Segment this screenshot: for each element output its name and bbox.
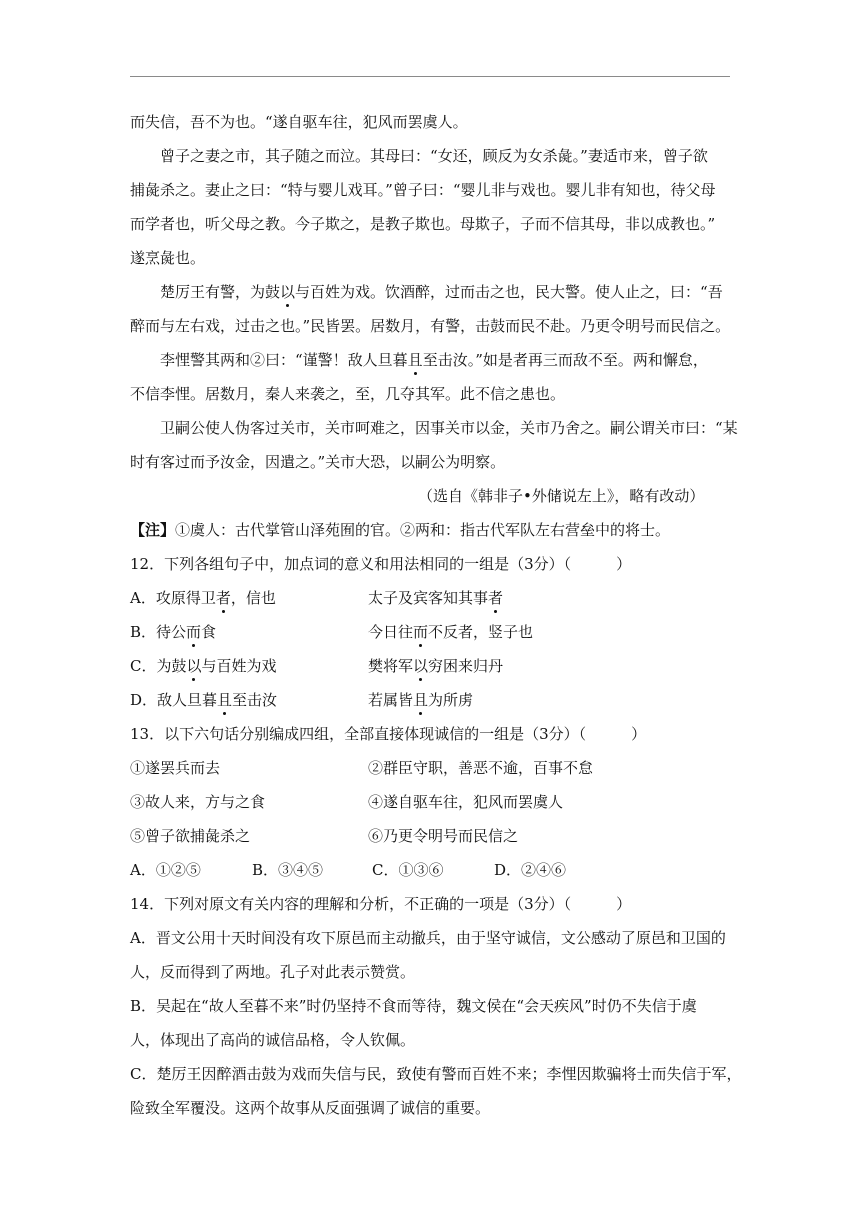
passage-line bbox=[160, 349, 708, 371]
passage-line: 醉而与左右戏，过击之也。”民皆罢。居数月，有警，击鼓而民不赴。乃更令明号而民信之。 bbox=[130, 317, 731, 335]
text-segment: C．为鼓 bbox=[130, 657, 187, 675]
q14-option-b: B．吴起在“故人至暮不来”时仍坚持不食而等待，魏文侯在“会天疾风”时仍不失信于虞 bbox=[130, 997, 697, 1015]
q12-option-a-left bbox=[130, 587, 276, 609]
text-segment: 与百姓为戏 bbox=[201, 657, 277, 675]
text-segment: 与百姓为戏。饮酒醉，过而击之也，民大警。使人止之，曰：“吾 bbox=[295, 283, 723, 301]
text-segment: 至击汝。”如是者再三而敌不至。两和懈怠， bbox=[422, 351, 708, 369]
dotted-character: 且 bbox=[407, 351, 423, 369]
text-segment: D．敌人旦暮 bbox=[130, 691, 218, 709]
q12-option-c-right bbox=[368, 655, 503, 677]
q14-option-a: A．晋文公用十天时间没有攻下原邑而主动撤兵，由于坚守诚信，文公感动了原邑和卫国的 bbox=[130, 929, 726, 947]
text-segment: 食 bbox=[201, 623, 217, 641]
note-text: ①虞人：古代掌管山泽苑囿的官。②两和：指古代军队左右营垒中的将士。 bbox=[175, 521, 671, 539]
q13-item: ③故人来，方与之食 bbox=[130, 793, 266, 811]
dotted-character: 且 bbox=[413, 691, 429, 709]
q12-option-d-right bbox=[368, 689, 473, 711]
question-14-stem: 14．下列对原文有关内容的理解和分析，不正确的一项是（3分）（ ） bbox=[130, 895, 632, 913]
source-citation: （选自《韩非子•外储说左上》，略有改动） bbox=[418, 487, 705, 505]
text-segment: 太子及宾客知其事 bbox=[368, 589, 489, 607]
dotted-character: 以 bbox=[413, 657, 429, 675]
q14-option-c: C．楚厉王因醉酒击鼓为戏而失信与民，致使有警而百姓不来；李悝因欺骗将士而失信于军， bbox=[130, 1065, 742, 1083]
q14-option-c-cont: 险致全军覆没。这两个故事从反面强调了诚信的重要。 bbox=[130, 1099, 491, 1117]
q13-item: ④遂自驱车往，犯风而罢虞人 bbox=[368, 793, 564, 811]
question-12-stem: 12．下列各组句子中，加点词的意义和用法相同的一组是（3分）（ ） bbox=[130, 555, 632, 573]
note-label: 【注】 bbox=[130, 521, 176, 539]
text-segment: 不反者，竖子也 bbox=[428, 623, 534, 641]
text-segment: 楚厉王有警，为鼓 bbox=[160, 283, 281, 301]
q14-option-a-cont: 人，反而得到了两地。孔子对此表示赞赏。 bbox=[130, 963, 416, 981]
dotted-character: 而 bbox=[413, 623, 429, 641]
text-segment: 至击汝 bbox=[232, 691, 278, 709]
dotted-character: 以 bbox=[280, 283, 296, 301]
question-13-stem: 13．以下六句话分别编成四组，全部直接体现诚信的一组是（3分）（ ） bbox=[130, 725, 647, 743]
passage-line: 遂烹彘也。 bbox=[130, 249, 206, 267]
q13-item: ⑥乃更令明号而民信之 bbox=[368, 827, 519, 845]
text-segment: 樊将军 bbox=[368, 657, 414, 675]
dotted-character: 者 bbox=[488, 589, 504, 607]
q12-option-b-right bbox=[368, 621, 533, 643]
q12-option-c-left bbox=[130, 655, 277, 677]
passage-line: 而学者也，听父母之教。今子欺之，是教子欺也。母欺子，子而不信其母，非以成教也。” bbox=[130, 215, 716, 233]
header-rule bbox=[130, 76, 730, 77]
passage-line: 而失信，吾不为也。“遂自驱车往，犯风而罢虞人。 bbox=[130, 113, 468, 131]
text-segment: B．待公 bbox=[130, 623, 187, 641]
q13-choice-c: C．①③⑥ bbox=[372, 861, 444, 879]
dotted-character: 而 bbox=[186, 623, 202, 641]
dotted-character: 以 bbox=[186, 657, 202, 675]
text-segment: 穷困来归丹 bbox=[428, 657, 504, 675]
text-segment: 为所虏 bbox=[428, 691, 474, 709]
q13-item: ⑤曾子欲捕彘杀之 bbox=[130, 827, 251, 845]
passage-line: 卫嗣公使人伪客过关市，关市呵难之，因事关市以金，关市乃舍之。嗣公谓关市曰：“某 bbox=[160, 419, 738, 437]
q13-choice-b: B．③④⑤ bbox=[252, 861, 324, 879]
q12-option-a-right bbox=[368, 587, 503, 609]
q12-option-b-left bbox=[130, 621, 216, 643]
q13-item: ①遂罢兵而去 bbox=[130, 759, 221, 777]
text-segment: A．攻原得卫 bbox=[130, 589, 216, 607]
q13-choice-d: D．②④⑥ bbox=[494, 861, 567, 879]
passage-line: 时有客过而予汝金，因遣之。”关市大恐，以嗣公为明察。 bbox=[130, 453, 506, 471]
q13-item: ②群臣守职，善恶不逾，百事不怠 bbox=[368, 759, 594, 777]
passage-line: 捕彘杀之。妻止之曰：“特与婴儿戏耳。”曾子曰：“婴儿非与戏也。婴儿非有知也，待父母 bbox=[130, 181, 716, 199]
passage-line: 曾子之妻之市，其子随之而泣。其母曰：“女还，顾反为女杀彘。”妻适市来，曾子欲 bbox=[160, 147, 708, 165]
dotted-character: 且 bbox=[217, 691, 233, 709]
passage-line bbox=[160, 281, 723, 303]
text-segment: ，信也 bbox=[230, 589, 276, 607]
annotation-note bbox=[130, 519, 670, 541]
text-segment: 若属皆 bbox=[368, 691, 414, 709]
passage-line: 不信李悝。居数月，秦人来袭之，至，几夺其军。此不信之患也。 bbox=[130, 385, 566, 403]
q12-option-d-left bbox=[130, 689, 277, 711]
text-segment: 李悝警其两和②曰：“谨警！敌人旦暮 bbox=[160, 351, 408, 369]
q14-option-b-cont: 人，体现出了高尚的诚信品格，令人钦佩。 bbox=[130, 1031, 416, 1049]
text-segment: 今日往 bbox=[368, 623, 414, 641]
q13-choice-a: A．①②⑤ bbox=[130, 861, 201, 879]
dotted-character: 者 bbox=[215, 589, 231, 607]
